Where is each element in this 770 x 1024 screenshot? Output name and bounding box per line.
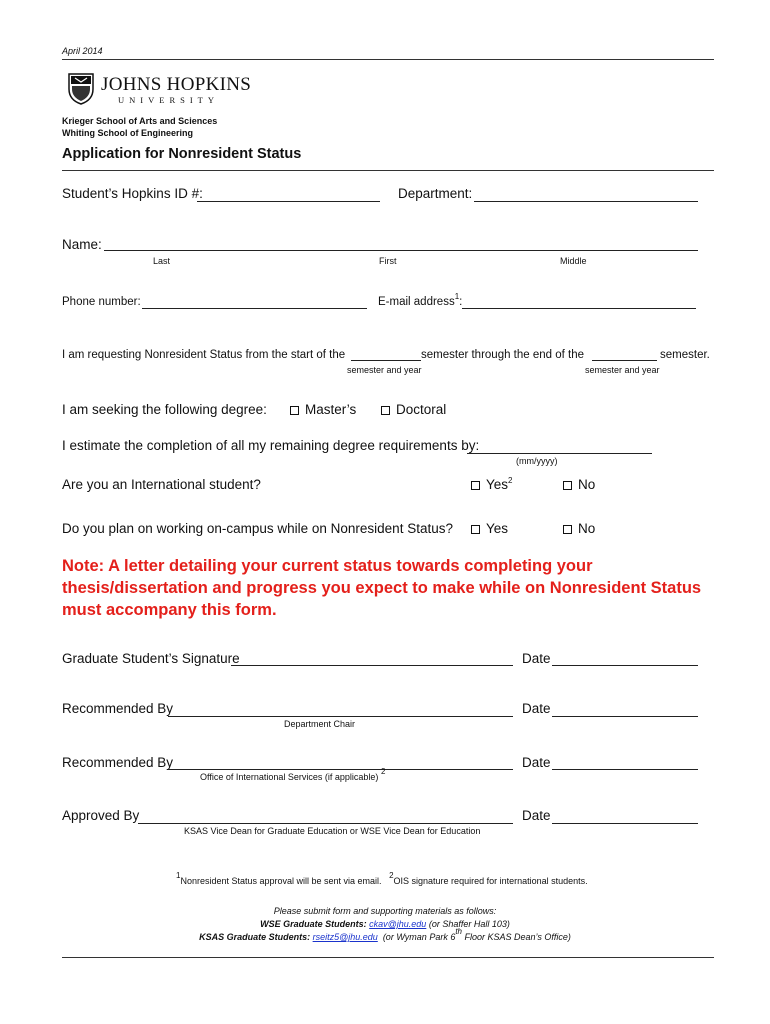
end-semester-caption: semester and year — [585, 365, 660, 375]
request-text-end: semester. — [660, 349, 710, 361]
student-signature-field[interactable] — [231, 665, 513, 666]
work-question: Do you plan on working on-campus while on Nonresident Status? — [62, 521, 453, 536]
wse-location: (or Shaffer Hall 103) — [428, 919, 510, 929]
student-date-label: Date — [522, 651, 551, 666]
form-title: Application for Nonresident Status — [62, 146, 302, 162]
department-chair-caption: Department Chair — [284, 719, 356, 729]
ois-caption-text: Office of International Services (if applicable) — [200, 772, 379, 782]
international-yes-option[interactable] — [471, 477, 512, 492]
ois-caption — [200, 767, 386, 782]
header-rule — [62, 59, 714, 60]
end-semester-field[interactable] — [592, 360, 657, 361]
email-field[interactable] — [462, 308, 696, 309]
approved-by-label: Approved By — [62, 808, 140, 823]
school-name-wse: Whiting School of Engineering — [62, 128, 193, 138]
department-field[interactable] — [474, 201, 698, 202]
footnotes — [176, 871, 588, 886]
international-no-label: No — [578, 477, 596, 492]
start-semester-caption: semester and year — [347, 365, 422, 375]
approver-date-label: Date — [522, 808, 551, 823]
footnote-2-text: OIS signature required for international students. — [393, 876, 588, 886]
submission-intro: Please submit form and supporting materials as follows: — [273, 906, 497, 916]
university-wordmark: JOHNS HOPKINS — [101, 74, 252, 95]
work-no-label: No — [578, 521, 596, 536]
recommended-by-ois-label: Recommended By — [62, 755, 174, 770]
ksas-location-part1: (or Wyman Park 6 — [382, 932, 456, 942]
email-label-text: E-mail address — [378, 296, 455, 308]
name-field[interactable] — [104, 250, 698, 251]
form-date: April 2014 — [62, 46, 103, 56]
chair-signature-field[interactable] — [168, 716, 513, 717]
name-last-caption: Last — [153, 256, 171, 266]
approver-signature-field[interactable] — [138, 823, 513, 824]
recommended-by-chair-label: Recommended By — [62, 701, 174, 716]
chair-date-label: Date — [522, 701, 551, 716]
request-text-start: I am requesting Nonresident Status from the start of the — [62, 349, 346, 361]
ksas-location-part2: Floor KSAS Dean’s Office) — [464, 932, 571, 942]
ksas-email-link[interactable]: rseitz5@jhu.edu — [312, 932, 378, 942]
ksas-submission-line — [0, 927, 770, 942]
wse-submission-line — [0, 919, 770, 929]
title-rule — [62, 170, 714, 171]
international-no-checkbox[interactable] — [563, 481, 572, 490]
start-semester-field[interactable] — [351, 360, 421, 361]
school-name-ksas: Krieger School of Arts and Sciences — [62, 116, 218, 126]
international-yes-checkbox[interactable] — [471, 481, 480, 490]
email-label — [378, 292, 463, 308]
degree-masters-option[interactable] — [290, 402, 356, 417]
work-yes-option[interactable] — [471, 521, 508, 536]
phone-field[interactable] — [142, 308, 367, 309]
phone-label: Phone number: — [62, 296, 141, 308]
ksas-location-ordinal: th — [455, 927, 462, 936]
doctoral-checkbox[interactable] — [381, 406, 390, 415]
international-footnote-marker: 2 — [508, 476, 513, 485]
masters-label: Master’s — [305, 402, 357, 417]
approver-date-field[interactable] — [552, 823, 698, 824]
international-yes-label: Yes — [486, 477, 509, 492]
email-footnote-marker: 1 — [454, 292, 460, 301]
masters-checkbox[interactable] — [290, 406, 299, 415]
ksas-label: KSAS Graduate Students: — [199, 932, 311, 942]
ois-date-label: Date — [522, 755, 551, 770]
wse-email-link[interactable]: ckav@jhu.edu — [369, 919, 427, 929]
email-label-colon: : — [459, 296, 463, 308]
doctoral-label: Doctoral — [396, 402, 447, 417]
footnote-2-marker: 2 — [389, 871, 394, 880]
work-no-checkbox[interactable] — [563, 525, 572, 534]
completion-format-caption: (mm/yyyy) — [516, 456, 558, 466]
footnote-1-text: Nonresident Status approval will be sent via email. — [180, 876, 382, 886]
hopkins-id-field[interactable] — [197, 201, 380, 202]
request-text-mid: semester through the end of the — [421, 349, 585, 361]
footer-rule — [62, 957, 714, 958]
student-signature-label: Graduate Student’s Signature — [62, 651, 240, 666]
completion-label: I estimate the completion of all my remaining degree requirements by: — [62, 438, 480, 453]
ois-signature-field[interactable] — [168, 769, 513, 770]
work-yes-label: Yes — [486, 521, 509, 536]
footnote-1-marker: 1 — [176, 871, 181, 880]
international-no-option[interactable] — [563, 477, 595, 492]
work-no-option[interactable] — [563, 521, 595, 536]
vice-dean-caption: KSAS Vice Dean for Graduate Education or WSE Vice Dean for Education — [184, 826, 481, 836]
degree-label: I am seeking the following degree: — [62, 402, 267, 417]
name-middle-caption: Middle — [560, 256, 587, 266]
wse-label: WSE Graduate Students: — [260, 919, 367, 929]
chair-date-field[interactable] — [552, 716, 698, 717]
international-question: Are you an International student? — [62, 477, 261, 492]
completion-date-field[interactable] — [467, 453, 652, 454]
university-wordmark-sub: UNIVERSITY — [118, 95, 219, 105]
ois-date-field[interactable] — [552, 769, 698, 770]
degree-doctoral-option[interactable] — [381, 402, 446, 417]
student-date-field[interactable] — [552, 665, 698, 666]
university-shield-icon — [68, 73, 94, 105]
ois-footnote-marker: 2 — [380, 767, 386, 776]
name-first-caption: First — [379, 256, 397, 266]
hopkins-id-label: Student’s Hopkins ID #: — [62, 186, 203, 201]
work-yes-checkbox[interactable] — [471, 525, 480, 534]
name-label: Name: — [62, 237, 102, 252]
red-note: Note: A letter detailing your current status towards completing your thesis/dissertation and progress you expect to make while on Nonresident Status must accompany this form. — [62, 557, 702, 619]
department-label: Department: — [398, 186, 473, 201]
